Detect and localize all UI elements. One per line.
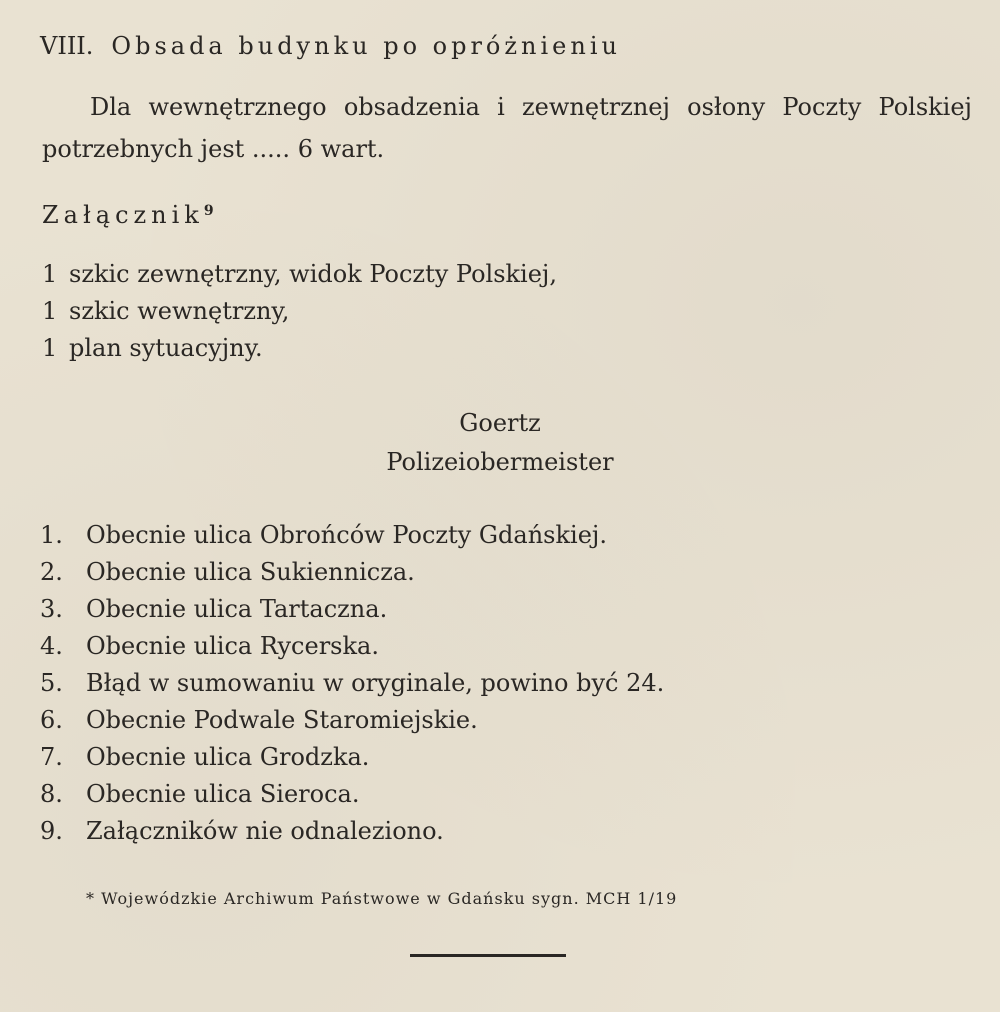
footnote-number: 5. (40, 669, 63, 697)
attachment-text: szkic wewnętrzny, (69, 297, 290, 325)
footnote-text: Obecnie Podwale Staromiejskie. (86, 706, 478, 734)
signature-rank: Polizeiobermeister (386, 448, 614, 476)
attachments-heading (42, 201, 214, 229)
footnote-number: 9. (40, 817, 63, 845)
footnote-number: 8. (40, 780, 63, 808)
footnote-number: 3. (40, 595, 63, 623)
archive-source-note: * Wojewódzkie Archiwum Państwowe w Gdańsku sygn. MCH 1/19 (86, 889, 678, 908)
footnote-text: Obecnie ulica Obrońców Poczty Gdańskiej. (86, 521, 607, 549)
attachment-item (42, 330, 557, 367)
attachment-count: 1 (42, 260, 58, 288)
footnote-item (40, 665, 664, 702)
footnote-text: Obecnie ulica Rycerska. (86, 632, 379, 660)
attachment-text: szkic zewnętrzny, widok Poczty Polskiej, (69, 260, 558, 288)
attachments-list (42, 256, 557, 367)
footnote-item (40, 813, 664, 850)
footnote-item (40, 776, 664, 813)
attachment-item (42, 256, 557, 293)
signature-name: Goertz (459, 409, 541, 437)
section-title: Obsada budynku po opróżnieniu (111, 32, 621, 60)
attachment-count: 1 (42, 297, 58, 325)
footnote-text: Obecnie ulica Grodzka. (86, 743, 370, 771)
footnote-text: Obecnie ulica Sieroca. (86, 780, 360, 808)
footnotes-list (40, 517, 664, 850)
footnote-text: Obecnie ulica Sukiennicza. (86, 558, 415, 586)
section-heading (40, 32, 621, 60)
footnote-item (40, 591, 664, 628)
footnote-number: 1. (40, 521, 63, 549)
footnote-item (40, 517, 664, 554)
section-number: VIII. (40, 32, 94, 60)
footnote-text: Błąd w sumowaniu w oryginale, powino być 24. (86, 669, 665, 697)
closing-rule (410, 954, 566, 957)
footnote-text: Załączników nie odnaleziono. (86, 817, 444, 845)
footnote-number: 2. (40, 558, 63, 586)
footnote-item (40, 702, 664, 739)
body-paragraph: Dla wewnętrznego obsadzenia i zewnętrznej osłony Poczty Polskiej potrzebnych jest ..... 6 wart. (42, 93, 972, 163)
footnote-item (40, 628, 664, 665)
footnote-number: 7. (40, 743, 63, 771)
footnote-reference: 9 (203, 203, 214, 219)
footnote-number: 4. (40, 632, 63, 660)
footnote-item (40, 739, 664, 776)
footnote-text: Obecnie ulica Tartaczna. (86, 595, 388, 623)
attachment-item (42, 293, 557, 330)
attachments-heading-text: Załącznik (42, 201, 204, 229)
attachment-text: plan sytuacyjny. (69, 334, 263, 362)
footnote-item (40, 554, 664, 591)
attachment-count: 1 (42, 334, 58, 362)
footnote-number: 6. (40, 706, 63, 734)
